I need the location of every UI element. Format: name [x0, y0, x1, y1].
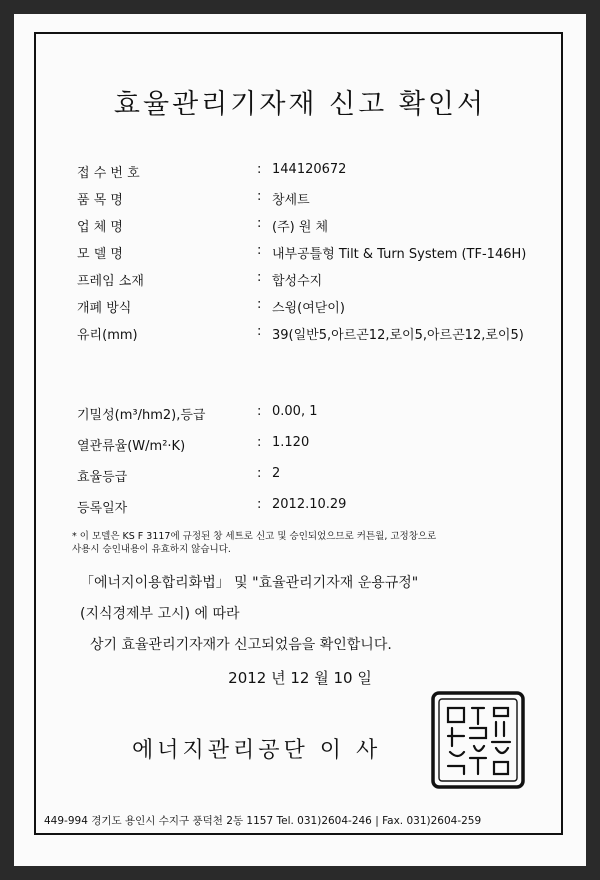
- field-row-glass: [0, 324, 600, 346]
- colon: :: [257, 435, 262, 450]
- colon: :: [257, 243, 262, 258]
- field-value: 2012.10.29: [272, 497, 347, 512]
- document-title: 효율관리기자재 신고 확인서: [113, 89, 487, 120]
- field-value: 창세트: [272, 193, 310, 208]
- field-value: (주) 원 체: [272, 220, 329, 235]
- body-line-ministry: (지식경제부 고시) 에 따라: [80, 606, 240, 622]
- field-label: 등록일자: [77, 501, 128, 516]
- notice-text: [72, 530, 542, 556]
- colon: :: [257, 270, 262, 285]
- field-value: 합성수지: [272, 274, 323, 289]
- field-value: 스윙(여닫이): [272, 301, 345, 316]
- field-label: 프레임 소재: [77, 274, 144, 289]
- field-value: 2: [272, 466, 281, 481]
- field-row-heat-transmission: [0, 435, 600, 457]
- field-value: 1.120: [272, 435, 310, 450]
- field-value: 144120672: [272, 162, 347, 177]
- colon: :: [257, 216, 262, 231]
- field-label: 업 체 명: [77, 220, 123, 235]
- field-row-registration-date: [0, 497, 600, 519]
- field-row-receipt-number: [0, 162, 600, 184]
- field-label: 유리(mm): [77, 328, 138, 343]
- colon: :: [257, 404, 262, 419]
- footer-contact: 449-994 경기도 용인시 수지구 풍덕천 2동 1157 Tel. 031)2604-246 | Fax. 031)2604-259: [44, 815, 482, 827]
- field-value: 0.00, 1: [272, 404, 318, 419]
- field-row-efficiency-grade: [0, 466, 600, 488]
- field-row-opening-type: [0, 297, 600, 319]
- field-value: 내부공틀형 Tilt & Turn System (TF-146H): [272, 247, 527, 262]
- colon: :: [257, 324, 262, 339]
- field-row-model-name: [0, 243, 600, 265]
- field-label: 효율등급: [77, 470, 128, 485]
- field-row-company-name: [0, 216, 600, 238]
- field-label: 열관류율(W/m²·K): [77, 439, 186, 454]
- colon: :: [257, 466, 262, 481]
- field-row-frame-material: [0, 270, 600, 292]
- notice-line: 사용시 승인내용이 유효하지 않습니다.: [72, 544, 231, 555]
- body-line-confirmation: 상기 효율관리기자재가 신고되었음을 확인합니다.: [90, 637, 392, 653]
- colon: :: [257, 297, 262, 312]
- field-label: 기밀성(m³/hm2),등급: [77, 408, 206, 423]
- field-row-item-name: [0, 189, 600, 211]
- issue-date: 2012 년 12 월 10 일: [228, 669, 372, 687]
- field-label: 품 목 명: [77, 193, 123, 208]
- colon: :: [257, 162, 262, 177]
- field-value: 39(일반5,아르곤12,로이5,아르곤12,로이5): [272, 328, 524, 343]
- field-row-airtightness: [0, 404, 600, 426]
- field-label: 접 수 번 호: [77, 166, 140, 181]
- official-seal-stamp: [430, 690, 526, 790]
- notice-line: * 이 모델은 KS F 3117에 규정된 창 세트로 신고 및 승인되었으므로 커튼월, 고정창으로: [72, 531, 437, 542]
- field-label: 모 델 명: [77, 247, 123, 262]
- issuer-name: 에너지관리공단 이 사: [132, 738, 382, 763]
- colon: :: [257, 189, 262, 204]
- body-line-law: 「에너지이용합리화법」 및 "효율관리기자재 운용규정": [80, 575, 419, 591]
- field-label: 개폐 방식: [77, 301, 132, 316]
- colon: :: [257, 497, 262, 512]
